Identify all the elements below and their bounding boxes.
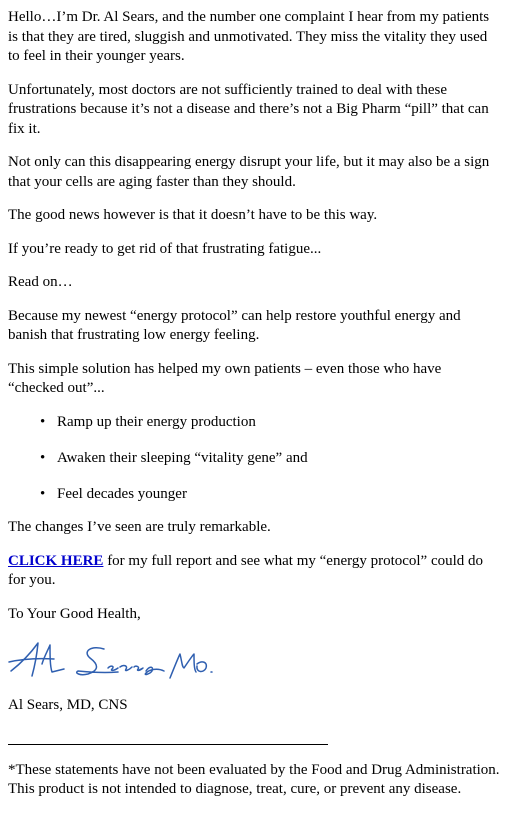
benefits-list [8, 413, 500, 505]
good-news-paragraph: The good news however is that it doesn’t have to be this way. [8, 207, 378, 223]
fatigue-paragraph: If you’re ready to get rid of that frustrating fatigue... [8, 240, 322, 257]
bullet-icon: • [40, 413, 46, 430]
signature-name: Al Sears, MD, CNS [8, 697, 128, 713]
list-item-text: Ramp up their energy production [57, 413, 256, 430]
footer-divider [8, 744, 328, 745]
list-item [8, 485, 500, 505]
list-item-text: Awaken their sleeping “vitality gene” and [57, 449, 308, 466]
cta-rest-text: for my full report and see what my “energy protocol” could do for you. [8, 552, 484, 588]
doctors-paragraph: Unfortunately, most doctors are not sufficiently trained to deal with these frustrations because it’s not a disease and there’s not a Big Pharm “pill” that can fix it. [8, 81, 489, 137]
closing-salutation: To Your Good Health, [8, 605, 141, 622]
signature-image [8, 638, 214, 684]
fda-disclaimer [8, 761, 500, 800]
greeting-paragraph: Hello…I’m Dr. Al Sears, and the number one complaint I hear from my patients is that they are tired, sluggish and unmotivated. They miss the vitality they used to feel in their younger years. [8, 9, 490, 64]
solution-paragraph: This simple solution has helped my own patients – even those who have “checked out”... [8, 360, 442, 396]
disclaimer-line-1: *These statements have not been evaluated by the Food and Drug Administration. [8, 761, 500, 778]
protocol-paragraph: Because my newest “energy protocol” can help restore youthful energy and banish that frustrating low energy feeling. [8, 307, 461, 343]
bullet-icon: • [40, 485, 46, 502]
cta-paragraph [8, 552, 500, 591]
disclaimer-line-2: This product is not intended to diagnose, treat, cure, or prevent any disease. [8, 781, 462, 797]
list-item-text: Feel decades younger [57, 485, 187, 502]
click-here-link[interactable]: CLICK HERE [8, 552, 104, 569]
email-body [8, 8, 500, 800]
list-item [8, 449, 500, 469]
list-item [8, 413, 500, 433]
aging-paragraph: Not only can this disappearing energy disrupt your life, but it may also be a sign that your cells are aging faster than they should. [8, 154, 490, 190]
remarkable-paragraph: The changes I’ve seen are truly remarkable. [8, 519, 271, 535]
read-on-paragraph: Read on… [8, 274, 73, 290]
bullet-icon: • [40, 449, 46, 466]
